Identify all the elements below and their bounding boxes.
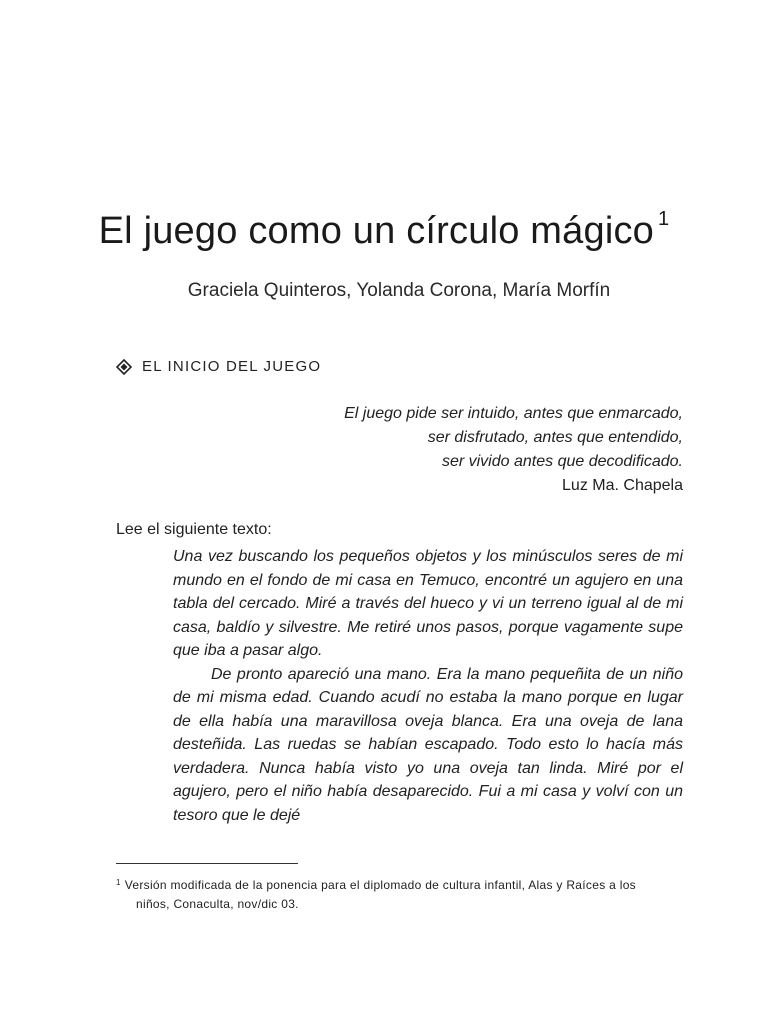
lead-in-text: Lee el siguiente texto: bbox=[116, 521, 272, 538]
title-footnote-mark: 1 bbox=[658, 208, 670, 230]
footnote-text-line1: Versión modificada de la ponencia para el diplomado de cultura infantil, Alas y Raíces a los bbox=[124, 878, 636, 892]
epigraph-line: ser vivido antes que decodificado. bbox=[441, 453, 683, 470]
quoted-passage bbox=[173, 545, 683, 827]
epigraph-attribution: Luz Ma. Chapela bbox=[562, 477, 683, 494]
section-heading-text: EL INICIO DEL JUEGO bbox=[142, 358, 322, 375]
quote-paragraph: De pronto apareció una mano. Era la mano pequeñita de un niño de mi misma edad. Cuando acudí no estaba la mano porque en lugar de ella había una maravillosa oveja blanca. Era una oveja de lana desteñida. Las ruedas se habían escapado. Todo esto lo hacía más verdadera. Nunca había visto yo una oveja tan linda. Miré por el agujero, pero el niño había desaparecido. Fui a mi casa y volví con un tesoro que le dejé bbox=[173, 665, 683, 824]
authors-line: Graciela Quinteros, Yolanda Corona, María Morfín bbox=[187, 280, 611, 301]
footnote-mark: 1 bbox=[116, 878, 121, 887]
page-title bbox=[0, 208, 768, 253]
title-text: El juego como un círculo mágico bbox=[98, 210, 655, 252]
footnote bbox=[116, 873, 683, 914]
quote-paragraph: Una vez buscando los pequeños objetos y los minúsculos seres de mi mundo en el fondo de mi casa en Temuco, encontré un agujero en una tabla del cercado. Miré a través del hueco y vi un terreno igual al de mi casa, baldío y silvestre. Me retiré unos pasos, porque vagamente supe que iba a pasar algo. bbox=[173, 548, 683, 659]
epigraph-line: El juego pide ser intuido, antes que enmarcado, bbox=[344, 405, 683, 422]
diamond-bullet-icon bbox=[116, 359, 132, 375]
footnote-text-line2: niños, Conaculta, nov/dic 03. bbox=[136, 897, 299, 911]
epigraph-line: ser disfrutado, antes que entendido, bbox=[427, 429, 683, 446]
footnote-divider bbox=[116, 863, 298, 864]
section-heading bbox=[116, 358, 321, 375]
epigraph bbox=[344, 402, 683, 498]
